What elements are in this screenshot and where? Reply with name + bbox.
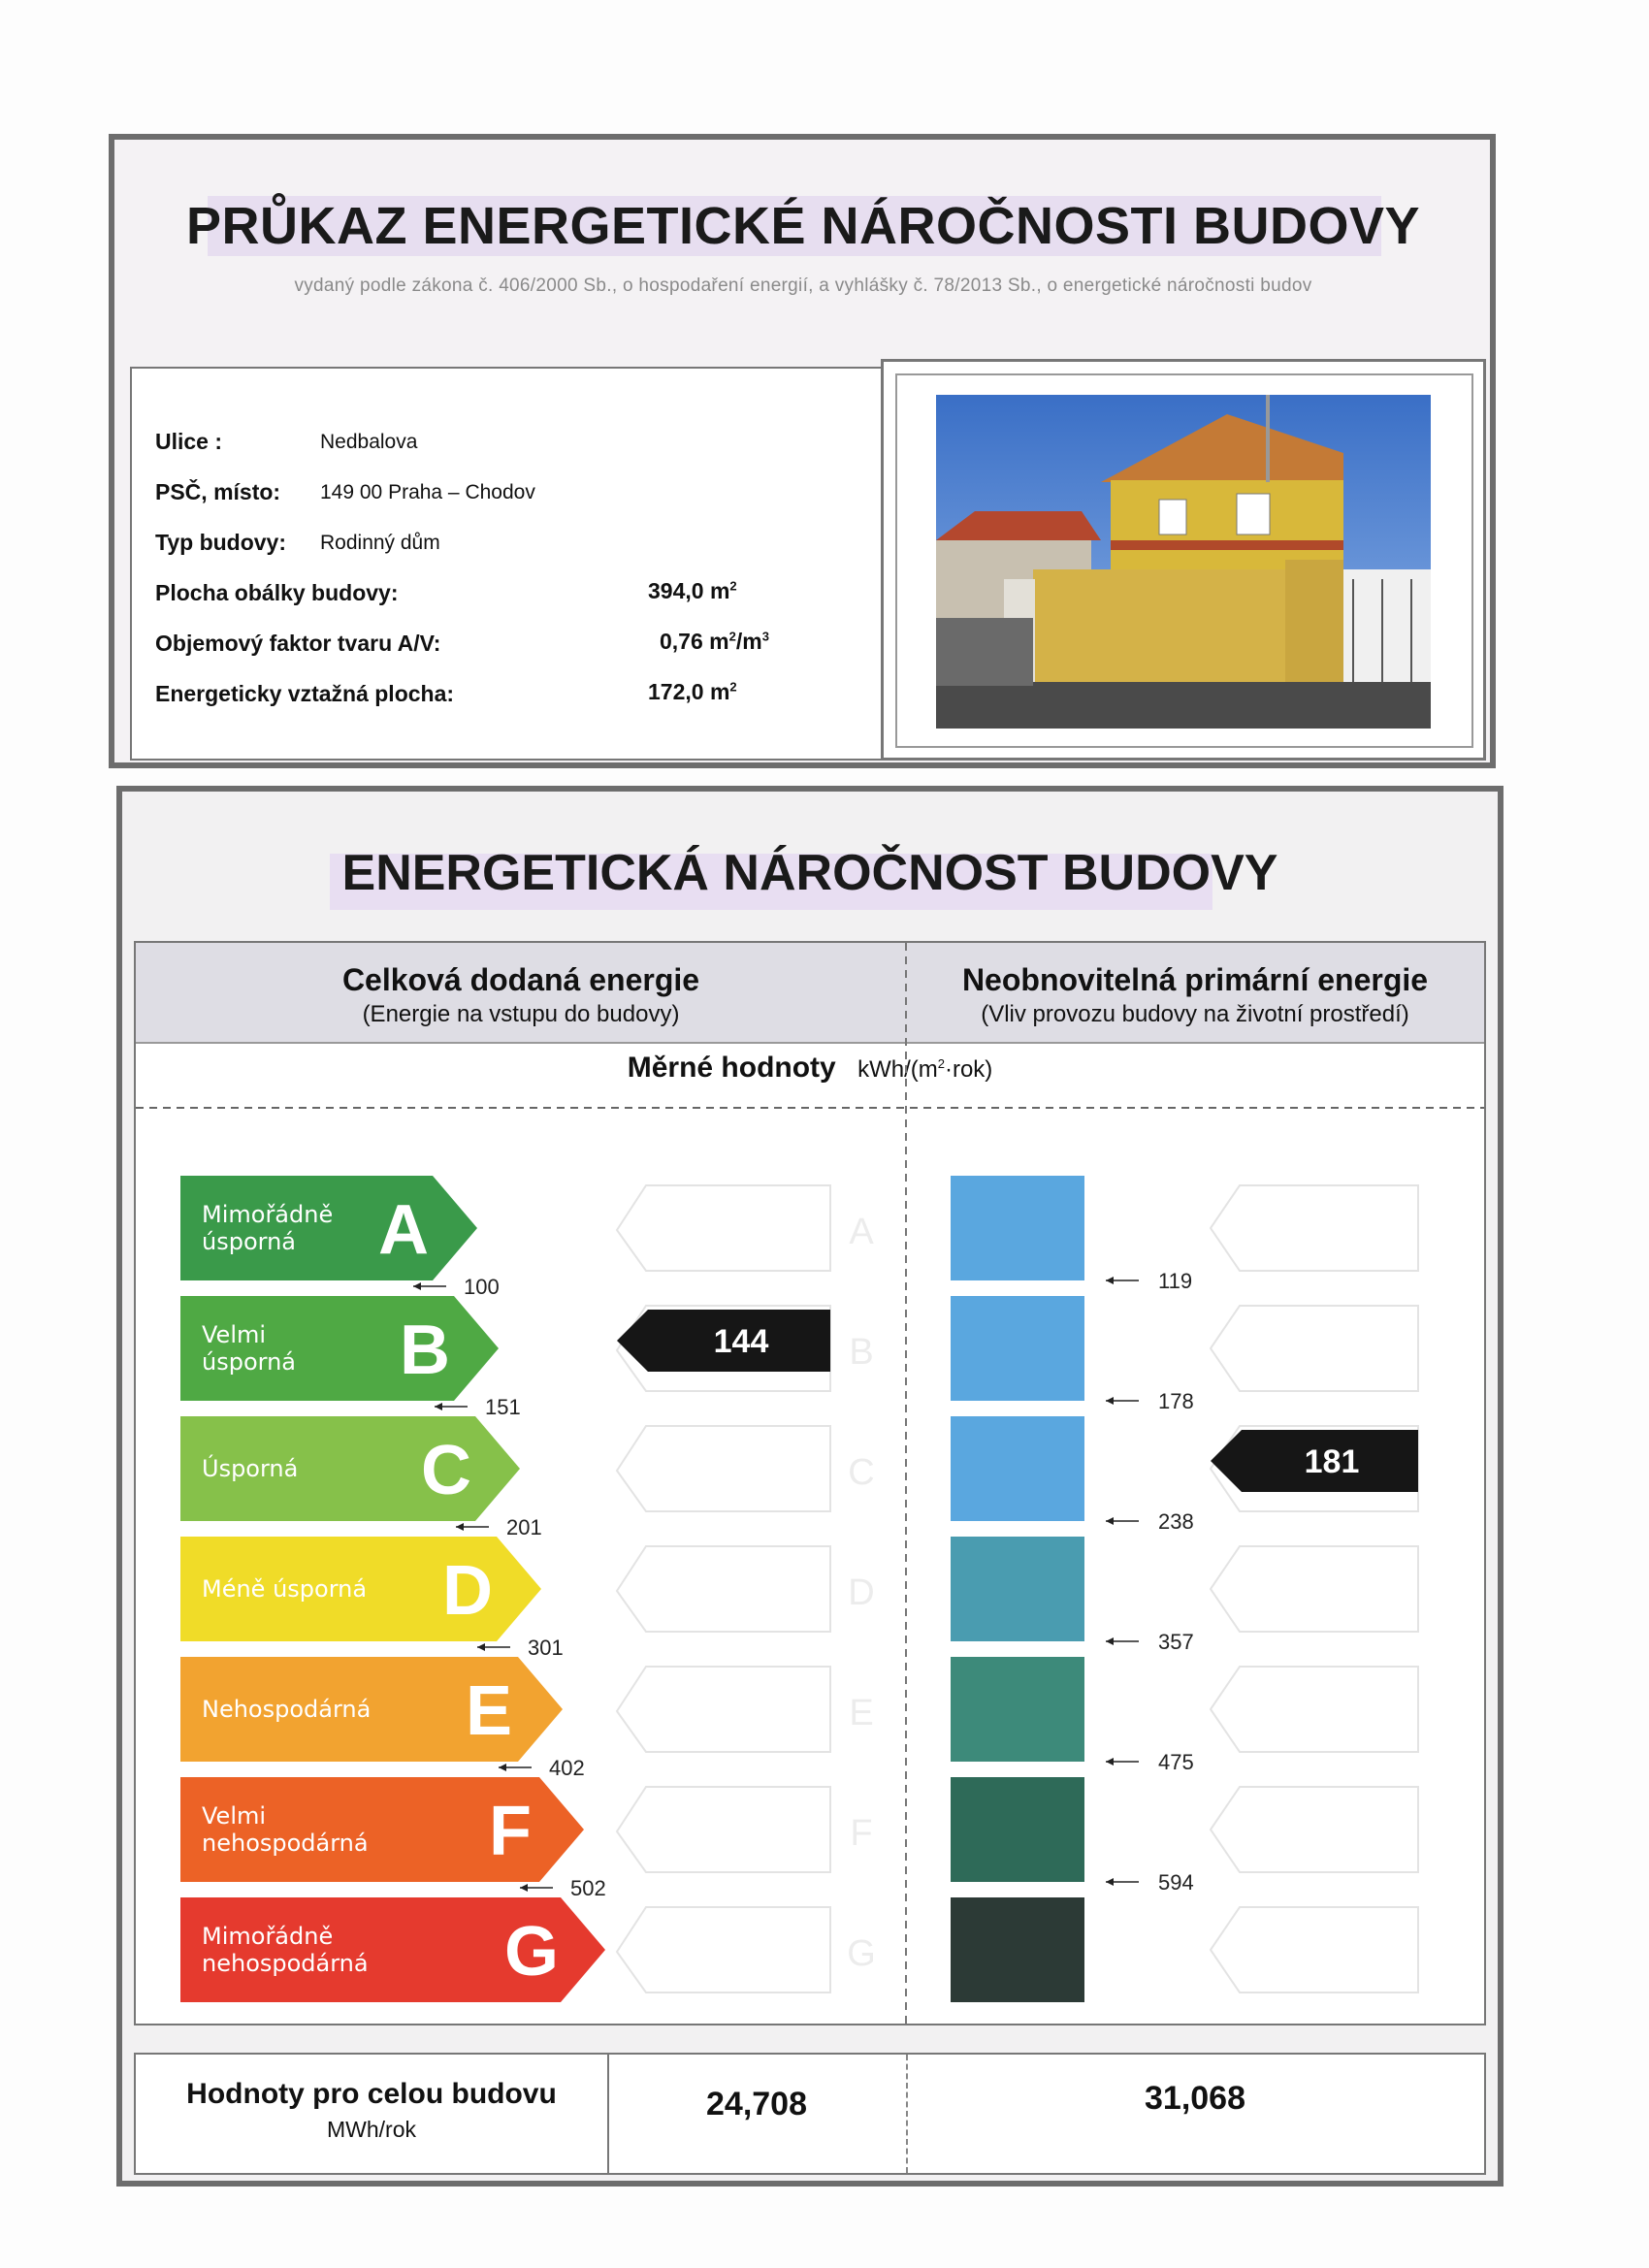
right-threshold-head-5: [1106, 1878, 1114, 1886]
left-placeholder-letter-a: A: [849, 1212, 874, 1252]
right-threshold-4: 475: [1158, 1750, 1194, 1774]
class-label-e: Nehospodárná: [202, 1696, 372, 1723]
bottom-right-value: 31,068: [1145, 2080, 1245, 2117]
building-info-box: [130, 367, 896, 761]
left-threshold-head-1: [435, 1403, 442, 1410]
right-threshold-5: 594: [1158, 1870, 1194, 1895]
left-threshold-head-5: [520, 1884, 528, 1892]
right-threshold-2: 238: [1158, 1509, 1194, 1534]
class-letter-a: A: [378, 1191, 429, 1269]
energy-title: ENERGETICKÁ NÁROČNOST BUDOVY: [341, 845, 1278, 901]
legal-subtitle: vydaný podle zákona č. 406/2000 Sb., o hospodaření energií, a vyhlášky č. 78/2013 Sb., o energetické náročnosti budov: [294, 275, 1312, 296]
energy-chart-box: [134, 941, 1486, 2025]
primary-bar-e: [951, 1657, 1084, 1762]
right-placeholder-f: [1211, 1787, 1418, 1872]
right-placeholder-e: [1211, 1667, 1418, 1752]
left-placeholder-letter-b: B: [849, 1332, 874, 1373]
primary-bar-d: [951, 1537, 1084, 1641]
left-placeholder-c: [617, 1426, 830, 1511]
right-threshold-head-3: [1106, 1637, 1114, 1645]
class-label2-b: úsporná: [202, 1348, 296, 1376]
class-label-g: Mimořádně: [202, 1923, 334, 1950]
bottom-label: Hodnoty pro celou budovu: [186, 2078, 557, 2110]
left-threshold-2: 201: [506, 1515, 542, 1539]
class-label-d: Méně úsporná: [202, 1575, 368, 1603]
right-threshold-3: 357: [1158, 1630, 1194, 1654]
right-threshold-0: 119: [1158, 1269, 1193, 1293]
left-threshold-head-2: [456, 1523, 464, 1531]
av-label: Objemový faktor tvaru A/V:: [155, 631, 441, 656]
bottom-left-value: 24,708: [706, 2086, 807, 2122]
class-letter-c: C: [421, 1432, 471, 1509]
left-threshold-head-3: [477, 1643, 485, 1651]
left-placeholder-g: [617, 1907, 830, 1993]
envelope-label: Plocha obálky budovy:: [155, 580, 399, 605]
type-label: Typ budovy:: [155, 530, 287, 555]
class-label2-a: úsporná: [202, 1228, 296, 1255]
energy-class-chart: [136, 943, 1484, 2024]
right-threshold-head-0: [1106, 1277, 1114, 1284]
right-threshold-head-4: [1106, 1758, 1114, 1766]
bottom-unit: MWh/rok: [327, 2117, 416, 2142]
street-value: Nedbalova: [320, 431, 418, 453]
left-threshold-3: 301: [528, 1636, 564, 1660]
primary-bar-c: [951, 1416, 1084, 1521]
primary-bar-g: [951, 1897, 1084, 2002]
primary-bar-f: [951, 1777, 1084, 1882]
left-threshold-head-0: [413, 1282, 421, 1290]
left-placeholder-letter-g: G: [847, 1933, 876, 1974]
left-value: 144: [713, 1323, 769, 1360]
class-letter-f: F: [489, 1793, 532, 1870]
envelope-value: 394,0 $m^2$: [648, 578, 737, 603]
right-threshold-head-1: [1106, 1397, 1114, 1405]
type-value: Rodinný dům: [320, 532, 440, 554]
left-placeholder-e: [617, 1667, 830, 1752]
left-column-title: Celková dodaná energie: [341, 962, 700, 997]
page-title: PRŮKAZ ENERGETICKÉ NÁROČNOSTI BUDOVY: [185, 197, 1421, 255]
whole-building-values: [134, 2053, 1486, 2175]
class-label-a: Mimořádně: [202, 1201, 334, 1228]
zip-value: 149 00 Praha – Chodov: [320, 481, 535, 503]
right-column-title: Neobnovitelná primární energie: [961, 962, 1429, 997]
left-threshold-5: 502: [570, 1876, 606, 1900]
building-photo: [895, 373, 1473, 748]
left-threshold-1: 151: [485, 1395, 521, 1419]
class-letter-d: D: [442, 1552, 493, 1630]
left-placeholder-letter-f: F: [850, 1813, 873, 1854]
primary-bar-b: [951, 1296, 1084, 1401]
left-placeholder-letter-d: D: [848, 1572, 875, 1613]
primary-bar-a: [951, 1176, 1084, 1280]
av-value: 0,76 $m^2/m^3$: [660, 629, 769, 654]
right-column-subtitle: (Vliv provozu budovy na životní prostředí): [981, 1001, 1409, 1027]
specific-values-label: Měrné hodnoty kWh/$(m^2\cdot rok)$: [627, 1052, 993, 1084]
left-placeholder-letter-c: C: [848, 1452, 875, 1493]
left-threshold-0: 100: [464, 1275, 500, 1299]
left-placeholder-letter-e: E: [849, 1693, 874, 1733]
right-value: 181: [1304, 1443, 1360, 1480]
bottom-label-cell: [136, 2055, 609, 2173]
unit-label: kWh/$(m^2\cdot rok)$: [857, 1056, 993, 1083]
right-placeholder-a: [1211, 1185, 1418, 1271]
class-label-c: Úsporná: [202, 1455, 299, 1482]
right-placeholder-g: [1211, 1907, 1418, 1993]
left-column-subtitle: (Energie na vstupu do budovy): [362, 1001, 680, 1027]
right-placeholder-b: [1211, 1306, 1418, 1391]
right-placeholder-d: [1211, 1546, 1418, 1632]
area-label: Energeticky vztažná plocha:: [155, 681, 455, 706]
left-placeholder-d: [617, 1546, 830, 1632]
class-label2-f: nehospodárná: [202, 1830, 369, 1857]
class-letter-b: B: [400, 1312, 450, 1389]
building-photo-frame: [881, 359, 1486, 761]
area-value: 172,0 $m^2$: [648, 679, 737, 704]
class-label-b: Velmi: [202, 1321, 267, 1348]
street-label: Ulice :: [155, 429, 223, 454]
left-placeholder-f: [617, 1787, 830, 1872]
zip-label: PSČ, místo:: [155, 479, 281, 504]
house-photo-icon: [936, 395, 1431, 729]
class-letter-e: E: [465, 1672, 513, 1750]
right-threshold-head-2: [1106, 1517, 1114, 1525]
class-label2-g: nehospodárná: [202, 1950, 369, 1977]
left-threshold-head-4: [499, 1764, 506, 1771]
class-letter-g: G: [503, 1913, 560, 1991]
right-threshold-1: 178: [1158, 1389, 1194, 1413]
left-threshold-4: 402: [549, 1756, 585, 1780]
header-panel: [109, 134, 1496, 768]
class-label-f: Velmi: [202, 1802, 267, 1830]
energy-panel: [116, 786, 1504, 2187]
left-placeholder-a: [617, 1185, 830, 1271]
